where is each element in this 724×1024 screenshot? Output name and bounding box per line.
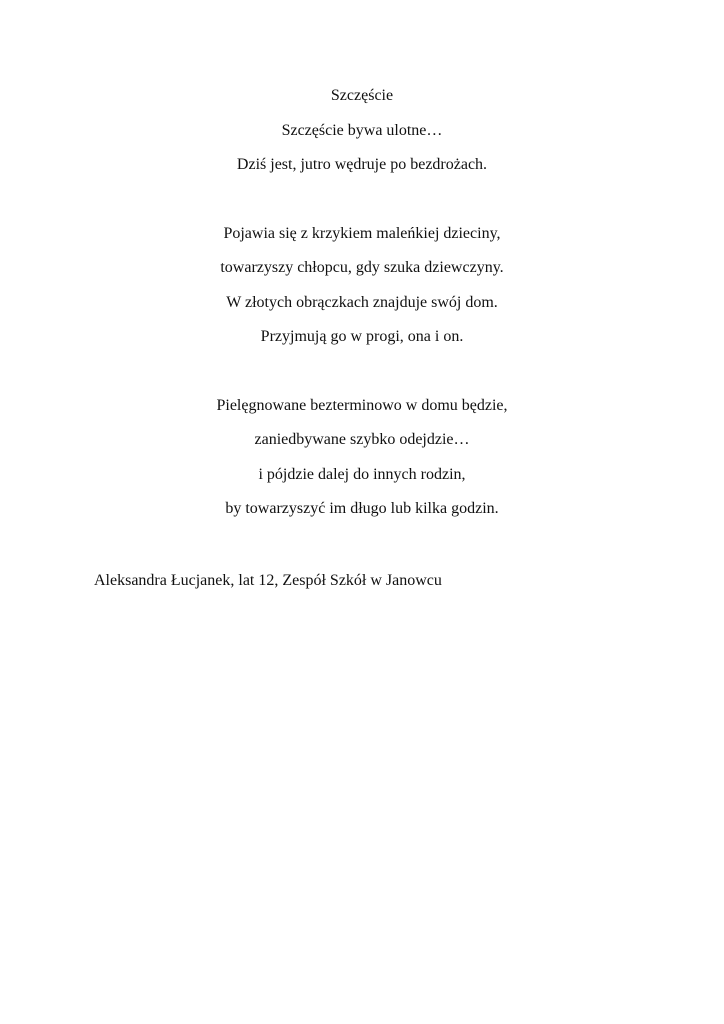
poem-line: W złotych obrączkach znajduje swój dom. <box>226 293 498 311</box>
stanza-1 <box>0 120 724 189</box>
author-line: Aleksandra Łucjanek, lat 12, Zespół Szkół w Janowcu <box>94 572 442 589</box>
stanza-3 <box>0 395 724 533</box>
poem-line: Pojawia się z krzykiem maleńkiej dzieciny, <box>223 224 501 242</box>
poem-line: Przyjmują go w progi, ona i on. <box>260 328 464 345</box>
poem-line: Pielęgnowane bezterminowo w domu będzie, <box>216 396 508 414</box>
poem-line: zaniedbywane szybko odejdzie… <box>254 431 470 448</box>
poem <box>0 85 724 533</box>
poem-line: i pójdzie dalej do innych rodzin, <box>258 465 466 483</box>
poem-line: Szczęście bywa ulotne… <box>281 121 443 139</box>
stanza-gap <box>0 189 724 223</box>
stanza-2 <box>0 223 724 361</box>
stanza-gap <box>0 361 724 395</box>
poem-line: by towarzyszyć im długo lub kilka godzin. <box>225 500 499 517</box>
poem-title: Szczęście <box>330 87 394 104</box>
poem-line: towarzyszy chłopcu, gdy szuka dziewczyny. <box>220 259 504 276</box>
poem-line: Dziś jest, jutro wędruje po bezdrożach. <box>236 156 488 173</box>
